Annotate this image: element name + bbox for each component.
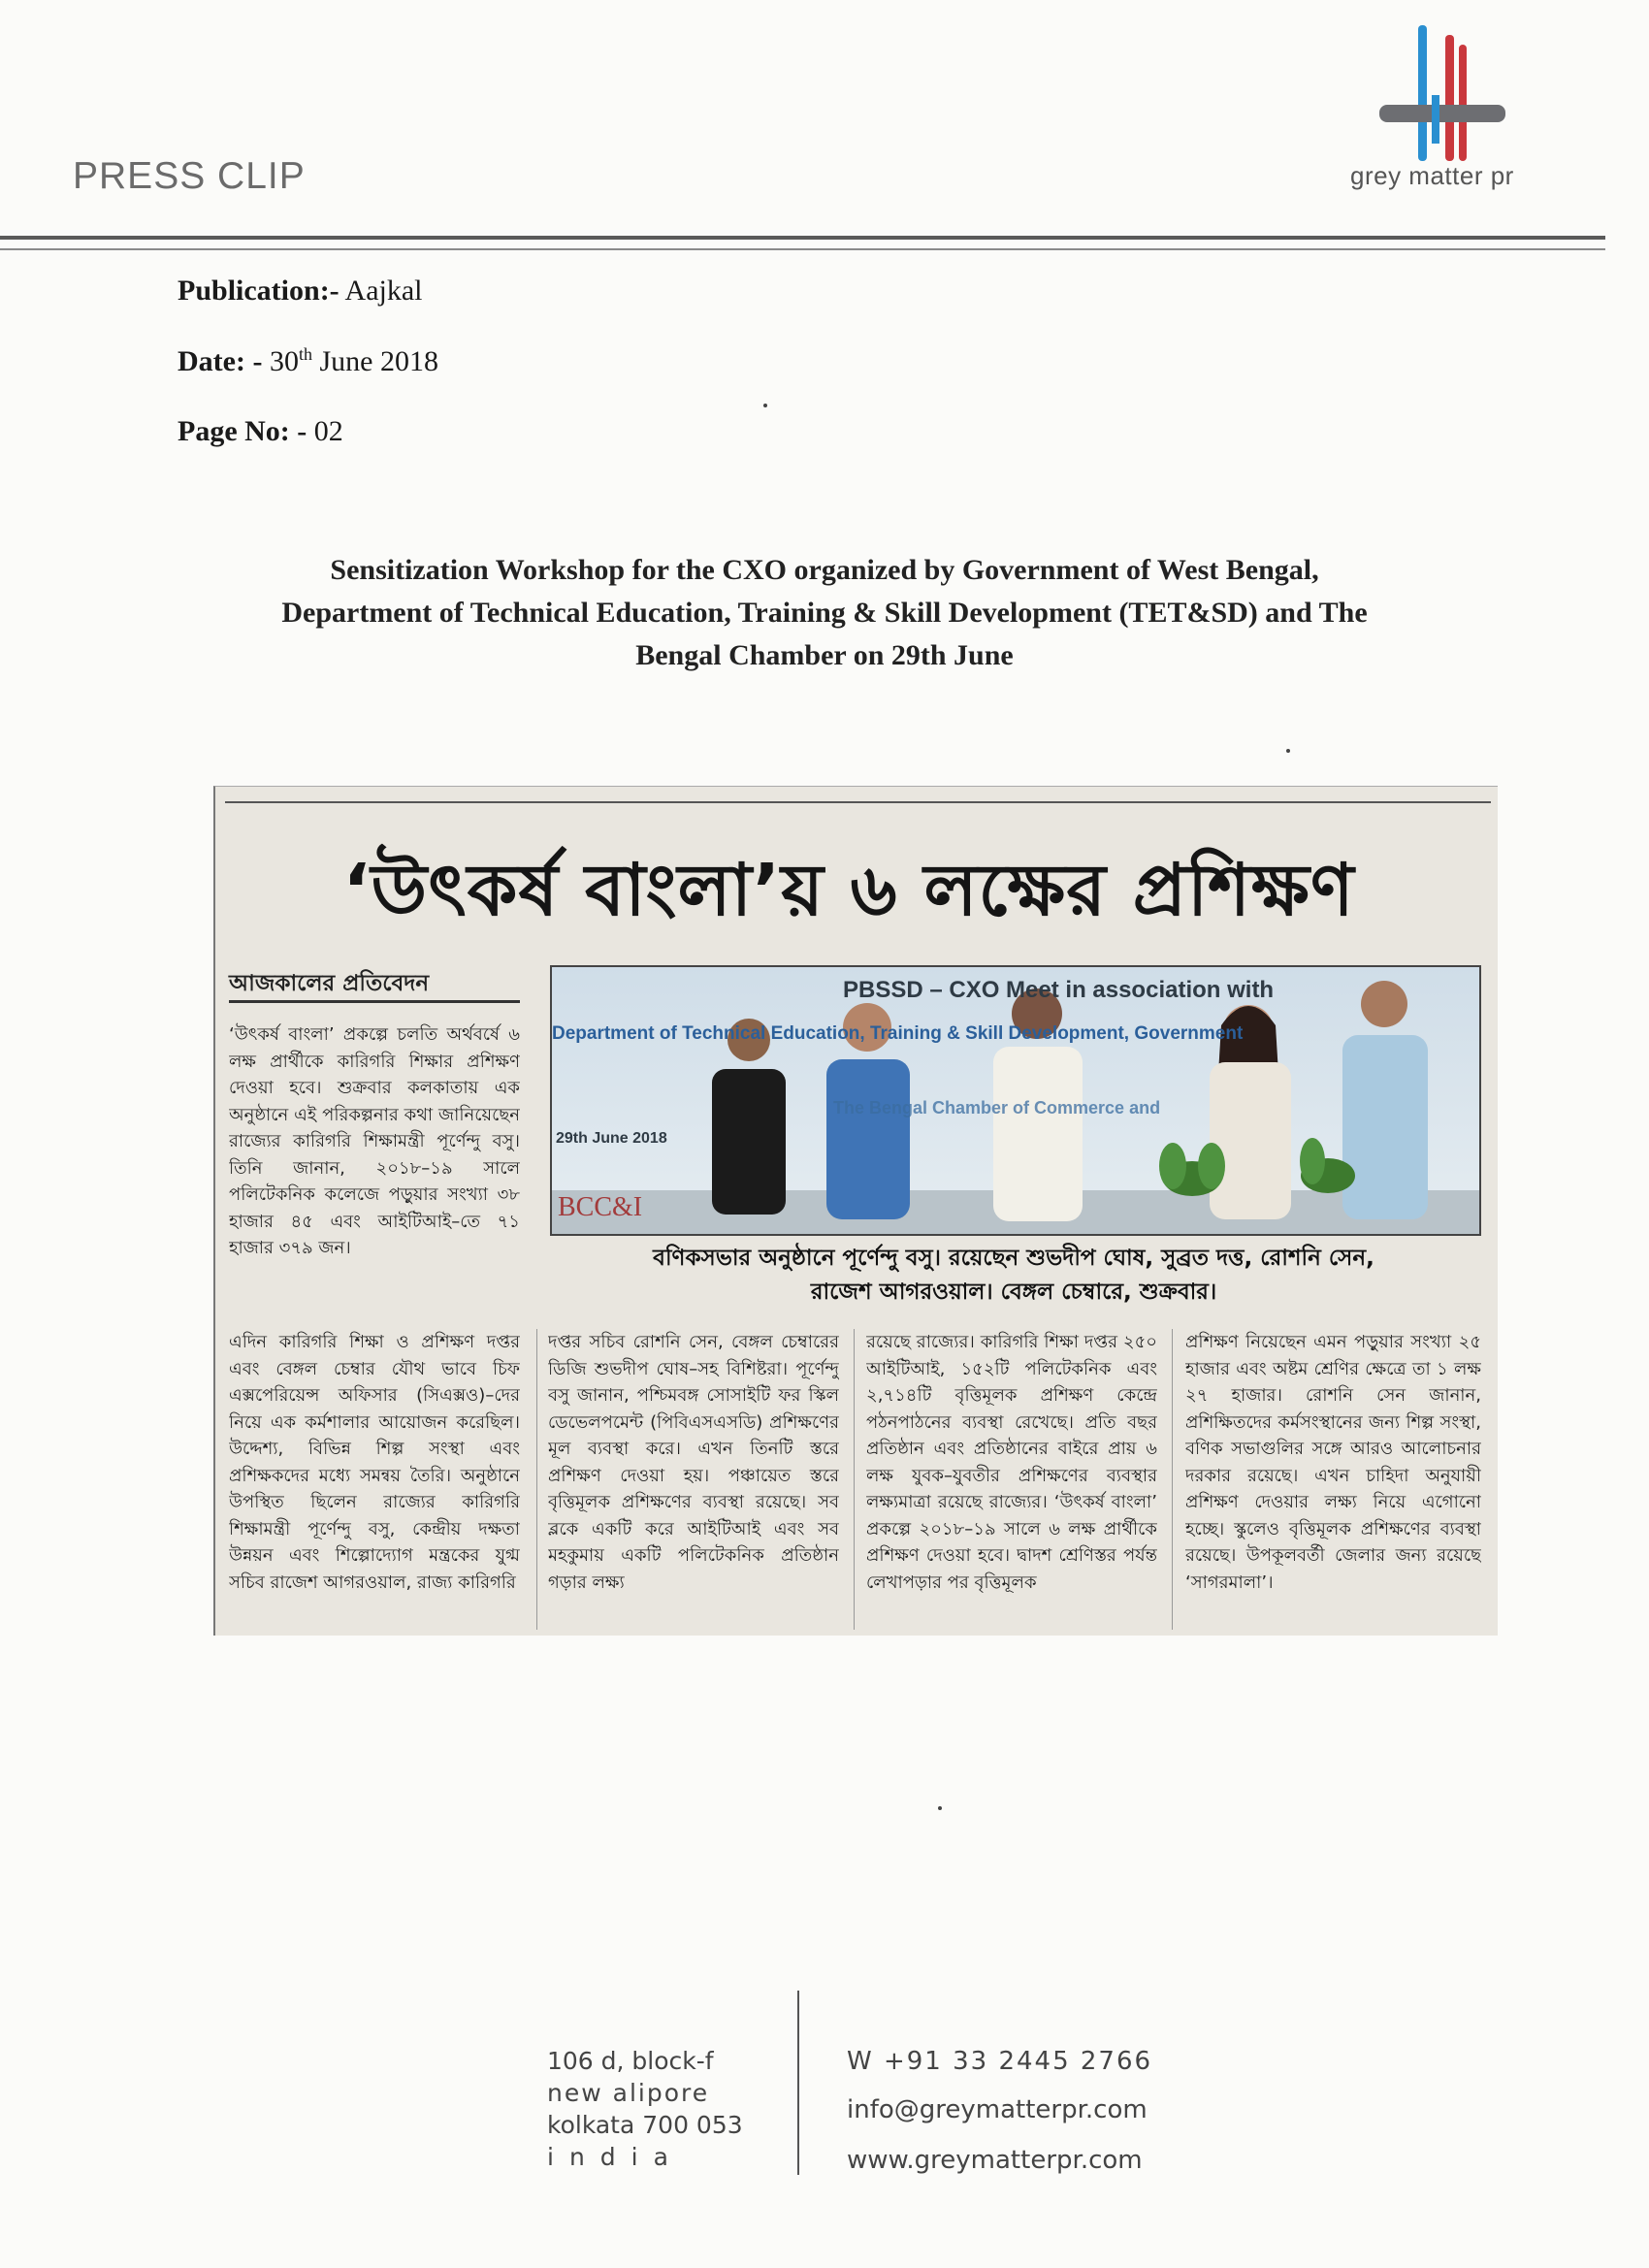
reporter-byline: আজকালের প্রতিবেদন: [229, 971, 430, 996]
footer-website[interactable]: www.greymatterpr.com: [847, 2146, 1143, 2175]
brand-name: grey matter pr: [1350, 161, 1514, 190]
page-value: 02: [313, 415, 343, 447]
header-rule-thin: [0, 248, 1605, 250]
header-rule: [0, 236, 1605, 240]
press-clip-label: PRESS CLIP: [73, 155, 306, 197]
page-line: [178, 415, 343, 448]
page-label: Page No: -: [178, 415, 307, 447]
headline-line-1: Sensitization Workshop for the CXO organized by Government of West Bengal,: [330, 554, 1319, 586]
headline: [146, 549, 1504, 677]
date-line: [178, 344, 438, 378]
date-rest: June 2018: [319, 345, 438, 377]
column-rule-3: [1172, 1329, 1173, 1630]
publication-value: Aajkal: [344, 275, 423, 307]
headline-line-2: Department of Technical Education, Training & Skill Development (TET&SD) and The: [281, 597, 1368, 629]
footer-address: [547, 2045, 743, 2173]
scan-speck: [938, 1806, 942, 1810]
photo-caption: [550, 1242, 1477, 1310]
footer-phone: W +91 33 2445 2766: [847, 2047, 1153, 2076]
article-column-1-top: ‘উৎকর্ষ বাংলা’ প্রকল্পে চলতি অর্থবর্ষে ৬ লক্ষ প্রার্থীকে কারিগরি শিক্ষার প্রশিক্ষণ দেওয়া হবে। শুক্রবার কলকাতায় এক অনুষ্ঠানে এই পরিকল্পনার কথা জানিয়েছেন রাজ্যের কারিগরি শিক্ষামন্ত্রী পূর্ণেন্দু বসু। তিনি জানান, ২০১৮–১৯ সালে পলিটেকনিক কলেজে পড়ুয়ার সংখ্যা ৩৮ হাজার ৪৫ এবং আইটিআই–তে ৭১ হাজার ৩৭৯ জন।: [229, 1024, 520, 1258]
photo-banner-3: 29th June 2018: [556, 1130, 667, 1147]
article-column-3: রয়েছে রাজ্যের। কারিগরি শিক্ষা দপ্তর ২৫০ আইটিআই, ১৫২টি পলিটেকনিক এবং ২,৭১৪টি বৃত্তিমূলক প্রশিক্ষণ কেন্দ্রে পঠনপাঠনের ব্যবস্থা রেখেছে। প্রতি বছর প্রতিষ্ঠান এবং প্রতিষ্ঠানের বাইরে প্রায় ৬ লক্ষ যুবক–যুবতীর প্রশিক্ষণের ব্যবস্থার লক্ষ্যমাত্রা রয়েছে রাজ্যের। ‘উৎকর্ষ বাংলা’ প্রকল্পে ২০১৮–১৯ সালে ৬ লক্ষ প্রার্থীকে প্রশিক্ষণ দেওয়া হবে। দ্বাদশ শ্রেণিস্তর পর্যন্ত লেখাপড়ার পর বৃত্তিমূলক: [866, 1332, 1157, 1593]
footer-divider: [797, 1991, 799, 2175]
publication-label: Publication:-: [178, 275, 340, 307]
clipping-top-rule: [225, 801, 1491, 803]
date-suffix: th: [298, 344, 312, 364]
date-day: 30: [269, 345, 299, 377]
article-column-1-bottom: এদিন কারিগরি শিক্ষা ও প্রশিক্ষণ দপ্তর এবং বেঙ্গল চেম্বার যৌথ ভাবে চিফ এক্সপেরিয়েন্স অফিসার (সিএক্সও)–দের নিয়ে এক কর্মশালার আয়োজন করেছিল। উদ্দেশ্য, বিভিন্ন শিল্প সংস্থা এবং প্রশিক্ষকদের মধ্যে সমন্বয় তৈরি। অনুষ্ঠানে উপস্থিত ছিলেন রাজ্যের কারিগরি শিক্ষামন্ত্রী পূর্ণেন্দু বসু, কেন্দ্রীয় দক্ষতা উন্নয়ন এবং শিল্পোদ্যোগ মন্ত্রকের যুগ্ম সচিব রাজেশ আগরওয়াল, রাজ্য কারিগরি: [229, 1332, 520, 1593]
address-line-4: india: [547, 2143, 684, 2171]
footer-email[interactable]: info@greymatterpr.com: [847, 2095, 1148, 2124]
scan-speck: [1286, 749, 1290, 753]
column-rule-1: [536, 1329, 537, 1630]
address-line-3: kolkata 700 053: [547, 2111, 743, 2139]
photo-banner-4: The Bengal Chamber of Commerce and: [833, 1098, 1161, 1118]
address-line-2: new alipore: [547, 2079, 710, 2107]
byline-rule: [229, 1000, 520, 1003]
photo-logo: BCC&I: [558, 1192, 643, 1222]
clipping-headline: ‘উৎকর্ষ বাংলা’য় ৬ লক্ষের প্রশিক্ষণ: [342, 849, 1355, 932]
address-line-1: 106 d, block-f: [547, 2047, 714, 2075]
event-photo: [550, 965, 1481, 1236]
photo-banner-2: Department of Technical Education, Training & Skill Development, Government: [552, 1023, 1244, 1044]
publication-line: [178, 275, 423, 308]
caption-line-2: রাজেশ আগরওয়াল। বেঙ্গল চেম্বারে, শুক্রবার।: [810, 1280, 1217, 1305]
photo-banner-1: PBSSD – CXO Meet in association with: [843, 977, 1275, 1003]
caption-line-1: বণিকসভার অনুষ্ঠানে পূর্ণেন্দু বসু। রয়েছেন শুভদীপ ঘোষ, সুব্রত দত্ত, রোশনি সেন,: [653, 1246, 1374, 1271]
article-column-2: দপ্তর সচিব রোশনি সেন, বেঙ্গল চেম্বারের ডিজি শুভদীপ ঘোষ–সহ বিশিষ্টরা। পূর্ণেন্দু বসু জানান, পশ্চিমবঙ্গ সোসাইটি ফর স্কিল ডেভেলপমেন্ট (পিবিএসএসডি) প্রশিক্ষণের মূল ব্যবস্থা করে। এখন তিনটি স্তরে প্রশিক্ষণ দেওয়া হয়। পঞ্চায়েত স্তরে বৃত্তিমূলক প্রশিক্ষণের ব্যবস্থা রয়েছে। সব ব্লকে একটি করে আইটিআই এবং সব মহকুমায় একটি পলিটেকনিক প্রতিষ্ঠান গড়ার লক্ষ্য: [548, 1332, 839, 1593]
headline-line-3: Bengal Chamber on 29th June: [635, 639, 1014, 671]
scan-speck: [763, 404, 767, 407]
date-label: Date: -: [178, 345, 263, 377]
article-column-4: প্রশিক্ষণ নিয়েছেন এমন পড়ুয়ার সংখ্যা ২৫ হাজার এবং অষ্টম শ্রেণির ক্ষেত্রে তা ১ লক্ষ ২৭ হাজার। রোশনি সেন জানান, প্রশিক্ষিতদের কর্মসংস্থানের জন্য শিল্প সংস্থা, বণিক সভাগুলির সঙ্গে আরও আলোচনার দরকার রয়েছে। এখন চাহিদা অনুযায়ী প্রশিক্ষণ দেওয়ার লক্ষ্য নিয়ে এগোনো হচ্ছে। স্কুলেও বৃত্তিমূলক প্রশিক্ষণের ব্যবস্থা রয়েছে। উপকূলবর্তী জেলার জন্য রয়েছে ‘সাগরমালা’।: [1185, 1332, 1481, 1593]
column-rule-2: [854, 1329, 855, 1630]
